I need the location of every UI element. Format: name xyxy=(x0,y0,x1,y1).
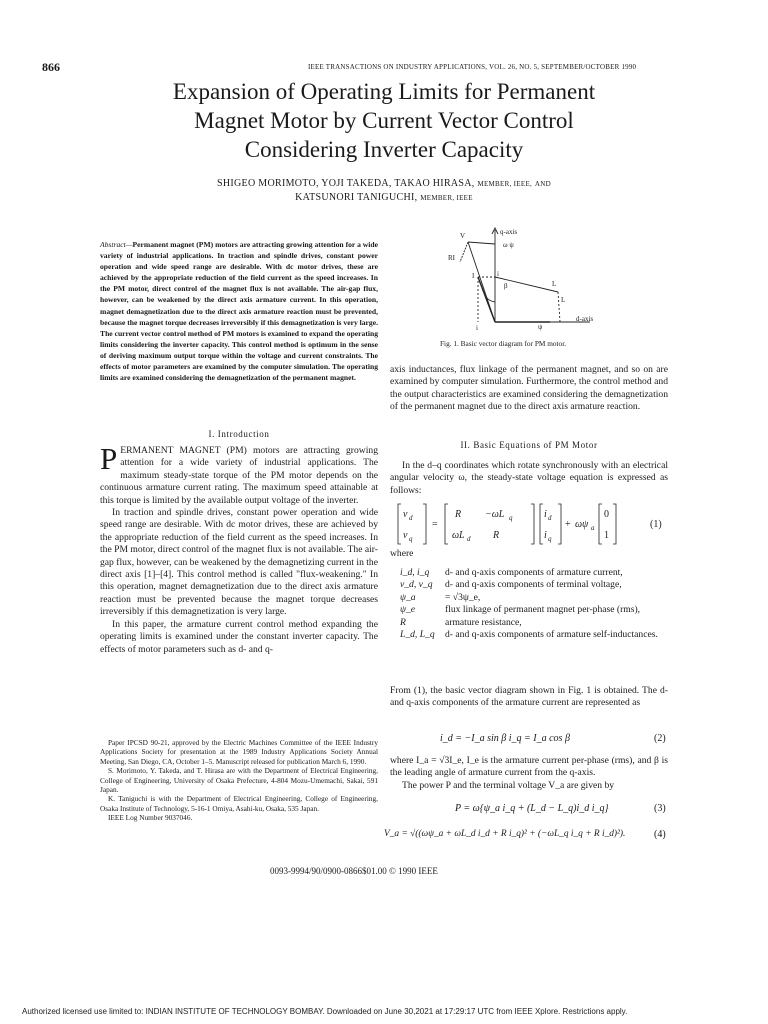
svg-text:v: v xyxy=(403,530,408,541)
copyright-line: 0093-9994/90/0900-0866$01.00 © 1990 IEEE xyxy=(270,866,438,876)
svg-text:1: 1 xyxy=(604,530,609,541)
symbol-value: d- and q-axis components of armature current, xyxy=(445,567,623,578)
svg-text:−ωL: −ωL xyxy=(485,509,505,520)
symbol-value: flux linkage of permanent magnet per-phase (rms), xyxy=(445,604,641,616)
drop-cap: P xyxy=(100,441,118,476)
svg-text:+: + xyxy=(565,519,571,530)
equation-1 xyxy=(395,500,670,548)
symbol-definitions xyxy=(400,567,668,641)
power-voltage-intro: The power P and the terminal voltage V_a are given by xyxy=(402,779,615,791)
author-name-2: KATSUNORI TANIGUCHI, xyxy=(295,192,418,203)
va-label: V xyxy=(460,232,466,240)
symbol-row xyxy=(400,617,668,629)
lq-iq-label: L xyxy=(561,296,566,304)
abstract-text: Permanent magnet (PM) motors are attracting growing attention for a wide variety of industrial applications. In traction and spindle drives, constant power operation and wide speed range are desirable. With dc motor drives, these are achieved by the appropriate reduction of the field current as the speed increases. In the PM motor, direct control of the magnet flux is not available. The air-gap flux, however, can be weakened by the direct axis armature current. In this operation, magnet demagnetization due to the direct axis armature reaction must be prevented, because the magnet torque decreases irreversibly if this demagnetization is very large. The current vector control method of PM motors is examined to expand the operating limits considering the inverter capacity. This control method is optimum in the sense of deriving maximum output torque within the voltage and current constraints. The effects of motor parameters are examined by the computer simulation. The operating limits are examined considering the demagnetization of the permanent magnet. xyxy=(100,240,378,383)
member-label-2: MEMBER, IEEE xyxy=(420,194,473,202)
svg-text:d: d xyxy=(409,514,413,522)
footnote xyxy=(100,738,378,823)
equation-2: i_d = −I_a sin β i_q = I_a cos β xyxy=(440,733,570,744)
where-label: where xyxy=(390,548,414,559)
symbol-value: d- and q-axis components of terminal voltage, xyxy=(445,579,622,591)
current-definition: where I_a = √3I_e, I_e is the armature current per-phase (rms), and β is the leading angle of armature current from the q-axis. xyxy=(390,755,668,779)
footnote-paper-info: Paper IPCSD 90-21, approved by the Electric Machines Committee of the IEEE Industry Applications Society for presentation at the 1989 Industry Applications Society Annual Meeting, San Diego, CA, October 1–5. Manuscript released for publication March 6, 1990. xyxy=(100,738,378,766)
lq-iq-dashed xyxy=(558,292,560,322)
q-axis-label: q-axis xyxy=(500,228,518,236)
equation-4: V_a = √((ωψ_a + ωL_d i_d + R i_q)² + (−ωL_q i_q + R i_d)²). xyxy=(384,829,626,839)
svg-text:q: q xyxy=(409,535,413,543)
member-label: MEMBER, IEEE, xyxy=(477,180,533,188)
symbol-key: ψ_a xyxy=(400,591,416,603)
equation-1-number: (1) xyxy=(650,519,662,530)
title-line-1: Expansion of Operating Limits for Permanent xyxy=(172,79,596,104)
section2-paragraph-1 xyxy=(390,460,668,497)
intro-paragraph-3: In this paper, the armature current control method expanding the operating limits is examined under the constant inverter capacity. The effects of motor parameters such as d- and q- xyxy=(100,618,378,655)
paper-title xyxy=(60,77,708,164)
svg-text:d: d xyxy=(548,514,552,522)
ri-vector xyxy=(460,242,468,262)
svg-text:i: i xyxy=(544,530,547,541)
title-line-2: Magnet Motor by Current Vector Control xyxy=(194,108,574,133)
download-notice: Authorized licensed use limited to: INDIAN INSTITUTE OF TECHNOLOGY BOMBAY. Downloaded on June 30,2021 at 17:29:17 UTC from IEEE Xplore. Restrictions apply. xyxy=(22,1007,628,1016)
id-label: i xyxy=(476,324,478,332)
intro-paragraph-1: ERMANENT MAGNET (PM) motors are attracting growing attention for a wide variety of industrial applications. The maximum steady-state torque of the PM motor depends on the continuous armature current rating. The maximum speed attainable at this torque is limited by the available output voltage of the inverter. xyxy=(100,445,378,506)
author-names: SHIGEO MORIMOTO, YOJI TAKEDA, TAKAO HIRASA, xyxy=(217,178,475,189)
svg-text:0: 0 xyxy=(604,509,609,520)
right-column-continuation: axis inductances, flux linkage of the permanent magnet, and so on are examined by computer simulation. Furthermore, the control method and the output characteristics are examined considering the demagnetization of the permanent magnet due to the direct axis armature reaction. xyxy=(390,364,668,413)
ld-id-label: L xyxy=(552,280,557,288)
symbol-key: i_d, i_q xyxy=(400,567,430,578)
equation-4-number: (4) xyxy=(654,829,666,840)
footnote-affiliation-1: S. Morimoto, Y. Takeda, and T. Hirasa are with the Department of Electrical Engineering, College of Engineering, University of Osaka Prefecture, 4-804 Mozu-Umemachi, Sakai, 591 Japan. xyxy=(100,766,378,795)
svg-text:ωψ: ωψ xyxy=(575,519,589,530)
abstract-label: Abstract— xyxy=(100,240,133,249)
journal-header: IEEE TRANSACTIONS ON INDUSTRY APPLICATIONS, VOL. 26, NO. 5, SEPTEMBER/OCTOBER 1990 xyxy=(308,63,637,71)
svg-text:q: q xyxy=(509,514,513,522)
svg-text:i: i xyxy=(544,509,547,520)
omega-psi-label: ω ψ xyxy=(503,241,514,249)
beta-label: β xyxy=(504,282,508,290)
title-line-3: Considering Inverter Capacity xyxy=(244,137,524,162)
symbol-value: d- and q-axis components of armature self-inductances. xyxy=(445,629,658,641)
symbol-row xyxy=(400,579,668,591)
symbol-row xyxy=(400,592,668,604)
svg-text:ωL: ωL xyxy=(452,530,465,541)
symbol-key: v_d, v_q xyxy=(400,579,433,591)
footnote-affiliation-2: K. Taniguchi is with the Department of Electrical Engineering, College of Engineering, Osaka Institute of Technology, 5-16-1 Omiya, Asahi-ku, Osaka, 535 Japan. xyxy=(100,794,378,813)
figure-caption: Fig. 1. Basic vector diagram for PM motor. xyxy=(440,339,567,348)
symbol-key: ψ_e xyxy=(400,604,416,616)
svg-text:R: R xyxy=(455,509,462,520)
author-block xyxy=(60,177,708,205)
svg-text:R: R xyxy=(493,530,500,541)
iq-label: i xyxy=(497,270,499,278)
vector-diagram xyxy=(440,222,620,332)
section-heading-basic-equations: II. Basic Equations of PM Motor xyxy=(460,440,598,450)
section-heading-introduction: I. Introduction xyxy=(208,429,270,439)
page-number: 866 xyxy=(42,60,60,74)
voltage-equation-intro: In the d–q coordinates which rotate synchronously with an electrical angular velocity ω, the steady-state voltage equation is expressed as follows: xyxy=(390,460,668,496)
ia-vector xyxy=(478,277,495,322)
symbol-row xyxy=(400,629,668,641)
ia-label: I xyxy=(472,272,475,280)
svg-text:a: a xyxy=(591,524,595,532)
symbol-key: L_d, L_q xyxy=(400,629,435,641)
intro-paragraph-2: In traction and spindle drives, constant power operation and wide speed range are desirable. With dc motor drives, these are achieved by the appropriate reduction of the field current as the speed increases. In the PM motor, direct control of the magnet flux is not available. The air-gap flux, however, can be weakened by the demagnetizing current in the direct axis [1]–[4]. This control method is called "flux-weakening." In this operation, magnet demagnetization due to the direct axis armature reaction must be prevented because the magnet torque decreases irreversibly if this demagnetization is very large. xyxy=(100,507,378,618)
equation-3-number: (3) xyxy=(654,803,666,814)
symbol-row xyxy=(400,567,668,579)
equation-2-number: (2) xyxy=(654,733,666,744)
ri-label: RI xyxy=(448,254,455,262)
svg-text:v: v xyxy=(403,509,408,520)
svg-text:=: = xyxy=(432,519,438,530)
and-label: AND xyxy=(534,180,551,188)
section2-paragraph-2 xyxy=(390,685,668,710)
d-axis-label: d-axis xyxy=(576,315,594,323)
symbol-key: R xyxy=(400,616,406,628)
equation-3: P = ω{ψ_a i_q + (L_d − L_q)i_d i_q} xyxy=(455,803,609,814)
section2-paragraph-3 xyxy=(390,755,668,792)
vector-diagram-reference: From (1), the basic vector diagram shown in Fig. 1 is obtained. The d- and q-axis components of the armature current are represented as xyxy=(390,685,668,709)
svg-text:d: d xyxy=(467,535,471,543)
symbol-value: armature resistance, xyxy=(445,616,522,628)
symbol-row xyxy=(400,604,668,616)
introduction-body xyxy=(100,441,378,656)
symbol-value: = √3ψ_e, xyxy=(445,591,481,603)
svg-text:q: q xyxy=(548,535,552,543)
psi-a-label: ψ xyxy=(538,323,543,331)
footnote-log-number: IEEE Log Number 9037046. xyxy=(108,813,193,823)
omega-psi-vector xyxy=(468,242,495,244)
abstract xyxy=(100,239,378,383)
